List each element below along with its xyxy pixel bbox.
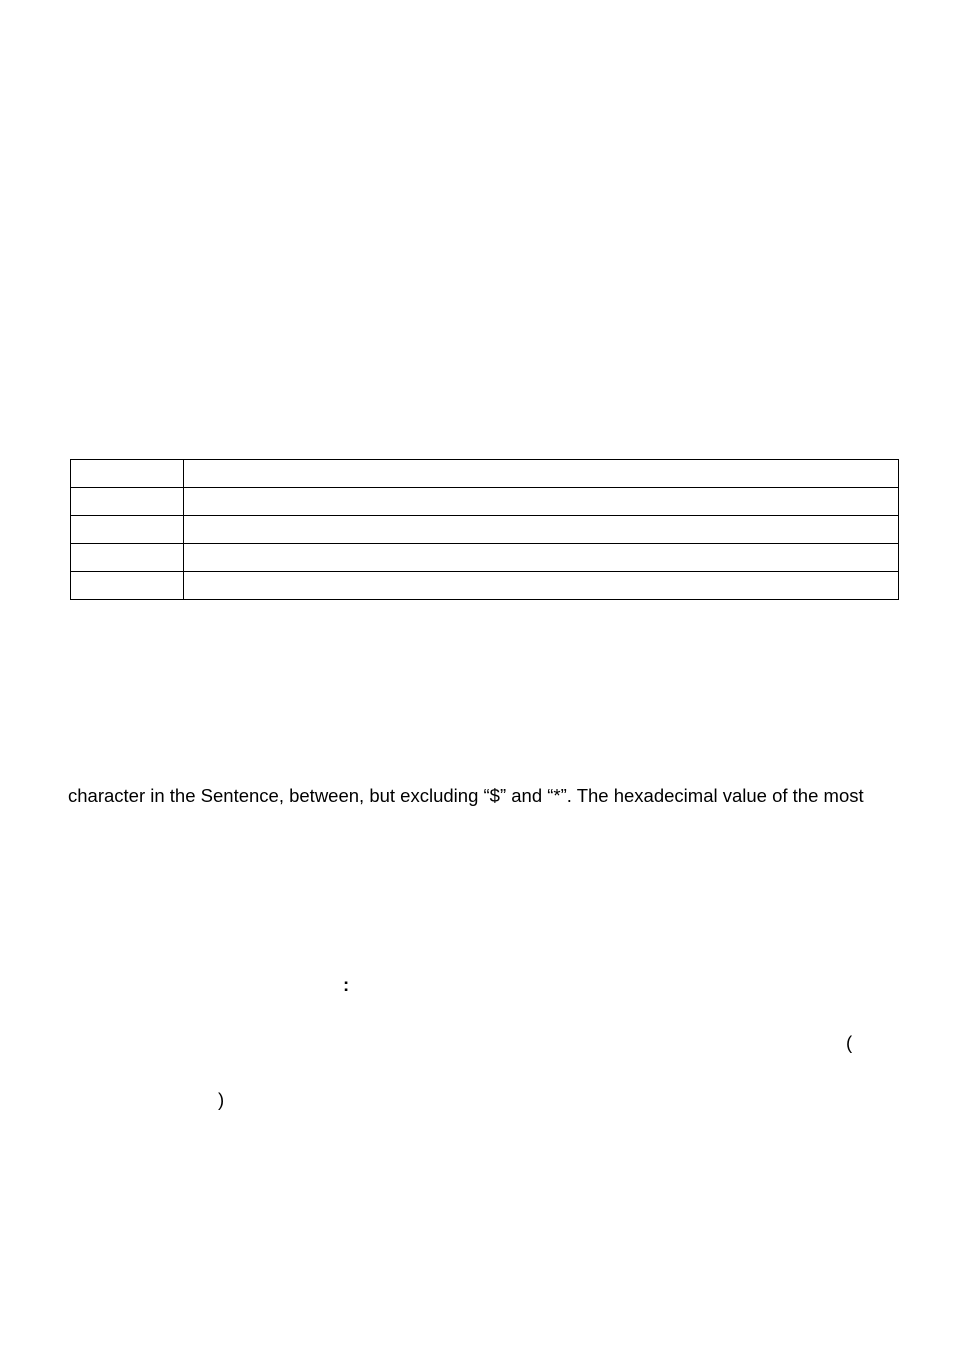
table-row: [71, 488, 899, 516]
table-cell-label: [71, 516, 184, 544]
open-parenthesis: (: [846, 1032, 853, 1053]
data-table: [70, 459, 899, 600]
table-cell-value: [184, 488, 899, 516]
table-cell-value: [184, 460, 899, 488]
table-cell-label: [71, 460, 184, 488]
table-cell-value: [184, 544, 899, 572]
table-row: [71, 516, 899, 544]
table-row: [71, 572, 899, 600]
colon-mark: :: [343, 974, 350, 995]
close-parenthesis: ): [218, 1089, 225, 1110]
table-row: [71, 544, 899, 572]
table-cell-label: [71, 488, 184, 516]
table-cell-label: [71, 572, 184, 600]
table-row: [71, 460, 899, 488]
paragraph-line: character in the Sentence, between, but excluding “$” and “*”. The hexadecimal value of the most: [68, 785, 864, 806]
table-cell-label: [71, 544, 184, 572]
table-cell-value: [184, 516, 899, 544]
table-cell-value: [184, 572, 899, 600]
